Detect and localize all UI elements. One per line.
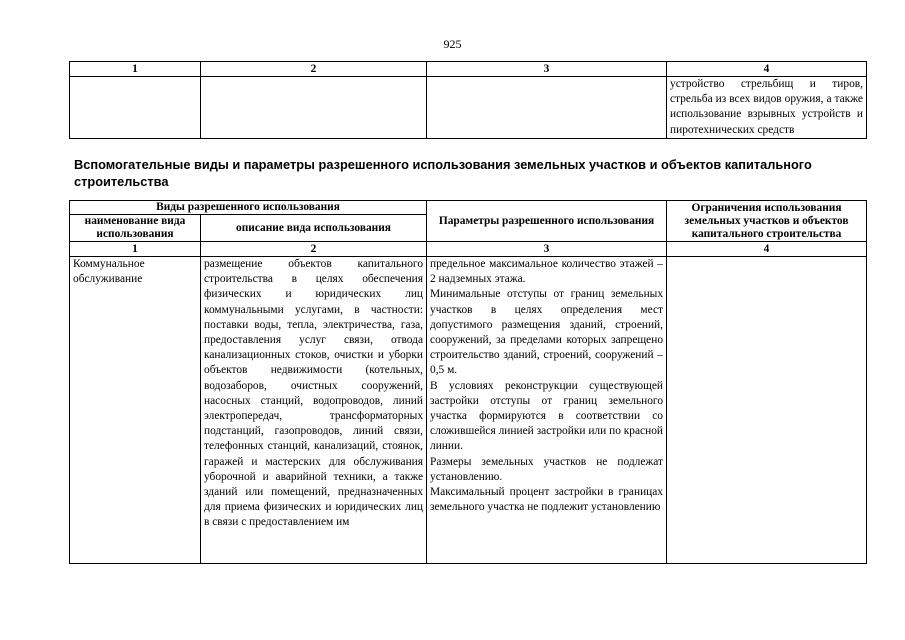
continued-table [69, 61, 867, 139]
param-paragraph: Минимальные отступы от границ земельных участков в целях определения мест допустимого размещения зданий, строений, сооружений, за пределами которых запрещено строительство зданий, строений, сооружений – 0,5 м. [430, 288, 664, 377]
column-number-row [70, 62, 867, 77]
use-description-cell [201, 257, 427, 564]
param-paragraph: Размеры земельных участков не подлежат установлению. [430, 455, 664, 483]
column-number: 1 [70, 242, 201, 257]
param-paragraph: В условиях реконструкции существующей застройки отступы от границ земельного участка формируются в соответствии со сложившейся линией застройки или по красной линии. [430, 379, 664, 453]
param-paragraph: предельное максимальное количество этажей – 2 надземных этажа. [430, 258, 664, 286]
column-number: 2 [201, 242, 427, 257]
description-header: описание вида использования [201, 215, 427, 242]
column-number: 3 [427, 62, 667, 77]
section-heading: Вспомогательные виды и параметры разрешенного использования земельных участков и объектов капитального строительства [74, 157, 812, 189]
use-restrictions [670, 257, 863, 563]
table-cell: устройство стрельбищ и тиров, стрельба из всех видов оружия, а также использование взрывных устройств и пиротехнических средств [667, 77, 867, 139]
table-cell [201, 77, 427, 139]
use-params [430, 257, 663, 563]
name-header: наименование вида использования [70, 215, 201, 242]
permitted-use-table [69, 200, 867, 564]
column-number: 4 [667, 242, 867, 257]
use-restrictions-cell [667, 257, 867, 564]
table-row [70, 257, 867, 564]
table-cell [427, 77, 667, 139]
use-description: размещение объектов капитального строительства в целях обеспечения физических и юридических лиц коммунальными услугами, в частности: поставки воды, тепла, электричества, газа, предоставления услуг связи, отвода канализационных стоков, очистки и уборки объектов недвижимости (котельных, водозаборов, очистных сооружений, насосных станций, водопроводов, линий электропередач, трансформаторных подстанций, газопроводов, линий связи, телефонных станций, канализаций, стоянок, гаражей и мастерских для обслуживания уборочной и аварийной техники, а также зданий или помещений, предназначенных для приема физических и юридических лиц в связи с предоставлением им [204, 258, 424, 529]
column-number: 2 [201, 62, 427, 77]
use-name: Коммунальное обслуживание [73, 258, 145, 286]
column-number: 4 [667, 62, 867, 77]
use-params-cell [427, 257, 667, 564]
column-number: 3 [427, 242, 667, 257]
restrictions-header: Ограничения использования земельных участков и объектов капитального строительства [667, 201, 867, 242]
table-cell [70, 77, 201, 139]
page-number: 925 [443, 37, 462, 51]
param-paragraph: Максимальный процент застройки в границах земельного участка не подлежит установлению [430, 486, 664, 514]
use-name-cell [70, 257, 201, 564]
table-row [70, 77, 867, 139]
column-number-row [70, 242, 867, 257]
header-row [70, 201, 867, 215]
group-header: Виды разрешенного использования [70, 201, 427, 215]
column-number: 1 [70, 62, 201, 77]
params-header: Параметры разрешенного использования [427, 201, 667, 242]
